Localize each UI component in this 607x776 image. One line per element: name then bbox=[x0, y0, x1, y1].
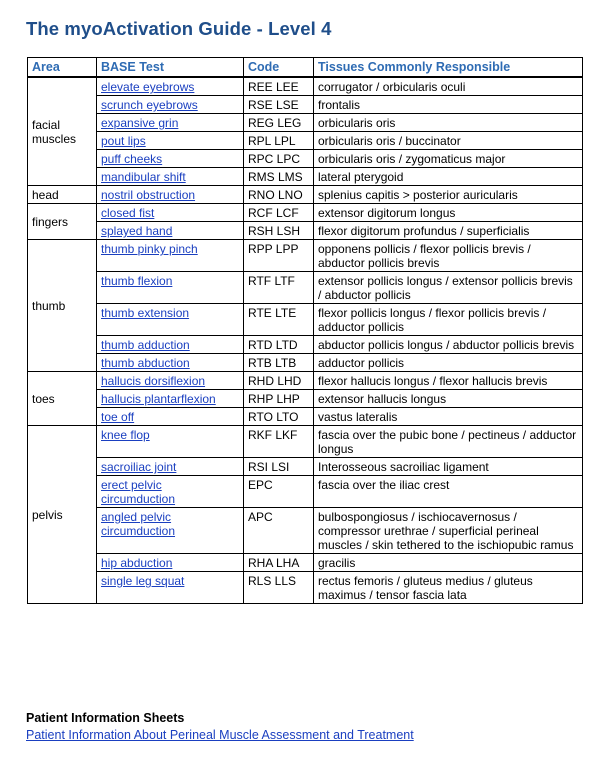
code-cell: RKF LKF bbox=[244, 426, 314, 458]
area-cell: pelvis bbox=[28, 426, 97, 604]
test-link[interactable]: thumb pinky pinch bbox=[101, 242, 198, 256]
table-row bbox=[28, 186, 583, 204]
test-cell bbox=[97, 150, 244, 168]
code-cell: RPL LPL bbox=[244, 132, 314, 150]
code-cell: RHA LHA bbox=[244, 554, 314, 572]
area-cell: head bbox=[28, 186, 97, 204]
col-header-area: Area bbox=[28, 58, 97, 78]
tissues-cell: corrugator / orbicularis oculi bbox=[314, 77, 583, 96]
tissues-cell: orbicularis oris / buccinator bbox=[314, 132, 583, 150]
tissues-cell: lateral pterygoid bbox=[314, 168, 583, 186]
test-cell bbox=[97, 132, 244, 150]
test-link[interactable]: mandibular shift bbox=[101, 170, 186, 184]
test-link[interactable]: single leg squat bbox=[101, 574, 185, 588]
code-cell: RTB LTB bbox=[244, 354, 314, 372]
test-link[interactable]: expansive grin bbox=[101, 116, 179, 130]
test-cell bbox=[97, 240, 244, 272]
table-row bbox=[28, 304, 583, 336]
code-cell: APC bbox=[244, 508, 314, 554]
tissues-cell: extensor hallucis longus bbox=[314, 390, 583, 408]
test-cell bbox=[97, 114, 244, 132]
test-link[interactable]: splayed hand bbox=[101, 224, 173, 238]
test-link[interactable]: elevate eyebrows bbox=[101, 80, 195, 94]
tissues-cell: Interosseous sacroiliac ligament bbox=[314, 458, 583, 476]
tissues-cell: extensor pollicis longus / extensor pollicis brevis / abductor pollicis bbox=[314, 272, 583, 304]
header-row bbox=[28, 58, 583, 78]
tissues-cell: orbicularis oris / zygomaticus major bbox=[314, 150, 583, 168]
col-header-test: BASE Test bbox=[97, 58, 244, 78]
code-cell: REE LEE bbox=[244, 77, 314, 96]
table-row bbox=[28, 96, 583, 114]
code-cell: REG LEG bbox=[244, 114, 314, 132]
test-cell bbox=[97, 304, 244, 336]
tissues-cell: rectus femoris / gluteus medius / gluteus maximus / tensor fascia lata bbox=[314, 572, 583, 604]
tissues-cell: frontalis bbox=[314, 96, 583, 114]
code-cell: RTE LTE bbox=[244, 304, 314, 336]
test-cell bbox=[97, 426, 244, 458]
tissues-cell: flexor hallucis longus / flexor hallucis brevis bbox=[314, 372, 583, 390]
table-row bbox=[28, 554, 583, 572]
tissues-cell: flexor pollicis longus / flexor pollicis brevis / adductor pollicis bbox=[314, 304, 583, 336]
code-cell: EPC bbox=[244, 476, 314, 508]
code-cell: RHD LHD bbox=[244, 372, 314, 390]
test-cell bbox=[97, 476, 244, 508]
test-cell bbox=[97, 458, 244, 476]
code-cell: RTF LTF bbox=[244, 272, 314, 304]
area-cell: thumb bbox=[28, 240, 97, 372]
test-link[interactable]: closed fist bbox=[101, 206, 155, 220]
code-cell: RPC LPC bbox=[244, 150, 314, 168]
table-row bbox=[28, 168, 583, 186]
tissues-cell: abductor pollicis longus / abductor pollicis brevis bbox=[314, 336, 583, 354]
test-link[interactable]: hallucis plantarflexion bbox=[101, 392, 216, 406]
test-link[interactable]: puff cheeks bbox=[101, 152, 163, 166]
test-cell bbox=[97, 554, 244, 572]
test-cell bbox=[97, 508, 244, 554]
test-link[interactable]: hip abduction bbox=[101, 556, 173, 570]
test-link[interactable]: thumb abduction bbox=[101, 356, 190, 370]
table-row bbox=[28, 204, 583, 222]
table-row bbox=[28, 458, 583, 476]
tissues-cell: adductor pollicis bbox=[314, 354, 583, 372]
test-cell bbox=[97, 372, 244, 390]
code-cell: RTD LTD bbox=[244, 336, 314, 354]
test-link[interactable]: thumb adduction bbox=[101, 338, 190, 352]
table-row bbox=[28, 408, 583, 426]
test-cell bbox=[97, 336, 244, 354]
code-cell: RLS LLS bbox=[244, 572, 314, 604]
code-cell: RSE LSE bbox=[244, 96, 314, 114]
page-title: The myoActivation Guide - Level 4 bbox=[26, 18, 332, 39]
tissues-cell: opponens pollicis / flexor pollicis brevis / abductor pollicis brevis bbox=[314, 240, 583, 272]
code-cell: RHP LHP bbox=[244, 390, 314, 408]
code-cell: RSI LSI bbox=[244, 458, 314, 476]
test-link[interactable]: sacroiliac joint bbox=[101, 460, 177, 474]
test-cell bbox=[97, 77, 244, 96]
area-cell: facial muscles bbox=[28, 77, 97, 186]
test-link[interactable]: scrunch eyebrows bbox=[101, 98, 198, 112]
table-row bbox=[28, 508, 583, 554]
tissues-cell: extensor digitorum longus bbox=[314, 204, 583, 222]
code-cell: RTO LTO bbox=[244, 408, 314, 426]
patient-info-link[interactable]: Patient Information About Perineal Muscle Assessment and Treatment bbox=[26, 728, 414, 742]
tissues-cell: vastus lateralis bbox=[314, 408, 583, 426]
test-cell bbox=[97, 204, 244, 222]
table-row bbox=[28, 426, 583, 458]
tissues-cell: orbicularis oris bbox=[314, 114, 583, 132]
test-cell bbox=[97, 572, 244, 604]
test-cell bbox=[97, 390, 244, 408]
test-link[interactable]: erect pelvic circumduction bbox=[101, 478, 176, 506]
guide-table-body bbox=[28, 77, 583, 604]
area-cell: fingers bbox=[28, 204, 97, 240]
test-cell bbox=[97, 168, 244, 186]
tissues-cell: bulbospongiosus / ischiocavernosus / compressor urethrae / superficial perineal muscles / skin tethered to the ischiopubic ramus bbox=[314, 508, 583, 554]
table-row bbox=[28, 572, 583, 604]
test-link[interactable]: knee flop bbox=[101, 428, 150, 442]
test-link[interactable]: angled pelvic circumduction bbox=[101, 510, 176, 538]
table-row bbox=[28, 77, 583, 96]
col-header-code: Code bbox=[244, 58, 314, 78]
code-cell: RCF LCF bbox=[244, 204, 314, 222]
code-cell: RNO LNO bbox=[244, 186, 314, 204]
test-cell bbox=[97, 354, 244, 372]
tissues-cell: flexor digitorum profundus / superficialis bbox=[314, 222, 583, 240]
test-cell bbox=[97, 272, 244, 304]
table-row bbox=[28, 390, 583, 408]
table-row bbox=[28, 372, 583, 390]
test-link[interactable]: hallucis dorsiflexion bbox=[101, 374, 206, 388]
table-row bbox=[28, 272, 583, 304]
guide-table bbox=[27, 57, 583, 604]
tissues-cell: fascia over the iliac crest bbox=[314, 476, 583, 508]
test-link[interactable]: pout lips bbox=[101, 134, 146, 148]
test-link[interactable]: thumb flexion bbox=[101, 274, 173, 288]
table-row bbox=[28, 240, 583, 272]
code-cell: RSH LSH bbox=[244, 222, 314, 240]
col-header-tissues: Tissues Commonly Responsible bbox=[314, 58, 583, 78]
tissues-cell: fascia over the pubic bone / pectineus / adductor longus bbox=[314, 426, 583, 458]
table-row bbox=[28, 132, 583, 150]
table-row bbox=[28, 336, 583, 354]
table-row bbox=[28, 476, 583, 508]
tissues-cell: gracilis bbox=[314, 554, 583, 572]
test-cell bbox=[97, 222, 244, 240]
patient-info-heading: Patient Information Sheets bbox=[26, 711, 185, 725]
test-cell bbox=[97, 408, 244, 426]
code-cell: RPP LPP bbox=[244, 240, 314, 272]
table-row bbox=[28, 114, 583, 132]
test-link[interactable]: nostril obstruction bbox=[101, 188, 196, 202]
test-link[interactable]: toe off bbox=[101, 410, 135, 424]
code-cell: RMS LMS bbox=[244, 168, 314, 186]
tissues-cell: splenius capitis > posterior auricularis bbox=[314, 186, 583, 204]
table-row bbox=[28, 150, 583, 168]
table-row bbox=[28, 222, 583, 240]
test-cell bbox=[97, 96, 244, 114]
test-link[interactable]: thumb extension bbox=[101, 306, 190, 320]
test-cell bbox=[97, 186, 244, 204]
area-cell: toes bbox=[28, 372, 97, 426]
table-row bbox=[28, 354, 583, 372]
